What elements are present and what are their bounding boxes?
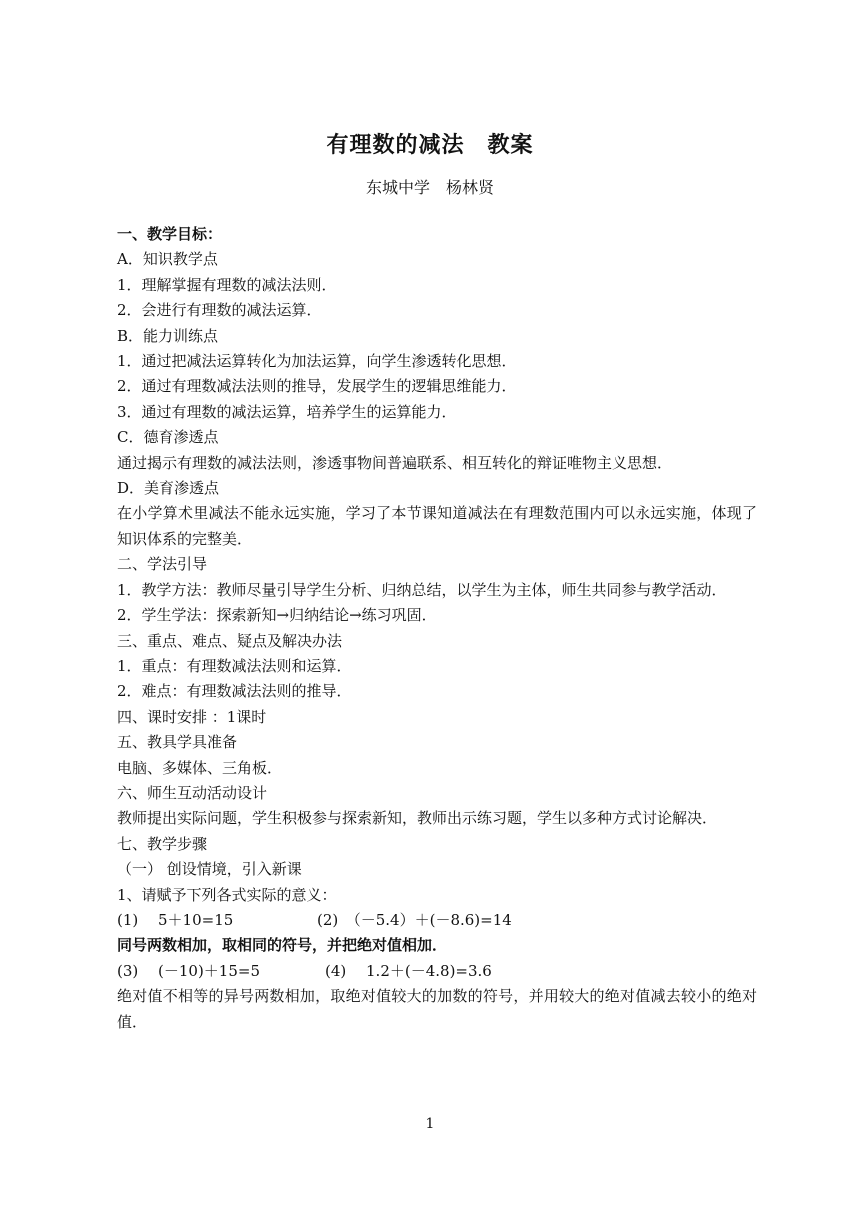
document-body — [117, 222, 757, 1035]
list-item: 2．学生学法：探索新知→归纳结论→练习巩固． — [117, 606, 437, 625]
subsection-moral: C．德育渗透点 — [117, 428, 219, 447]
page-number: 1 — [425, 1116, 435, 1132]
list-item: 1．重点：有理数减法法则和运算． — [117, 656, 352, 675]
list-item: 1．理解掌握有理数的减法法则． — [117, 275, 337, 294]
section-heading-materials: 五、教具学具准备 — [117, 733, 238, 752]
equation-row — [117, 908, 757, 933]
list-item: 2．会进行有理数的减法运算． — [117, 301, 322, 320]
section-heading-objectives: 一、教学目标： — [117, 225, 223, 243]
subsection-knowledge: A．知识教学点 — [117, 250, 218, 269]
document-author: 东城中学 杨林贤 — [365, 178, 494, 197]
equation-row — [117, 959, 757, 984]
section-heading-methods: 二、学法引导 — [117, 555, 208, 574]
section-heading-interaction: 六、师生互动活动设计 — [117, 783, 268, 802]
rule-statement: 同号两数相加，取相同的符号，并把绝对值相加． — [117, 936, 448, 955]
list-item: 2．难点：有理数减法法则的推导． — [117, 682, 352, 701]
step-heading: （一） 创设情境，引入新课 — [117, 860, 302, 879]
equation: (1) 5＋10=15 — [117, 910, 234, 929]
paragraph: 教师提出实际问题，学生积极参与探索新知，教师出示练习题，学生以多种方式讨论解决． — [117, 809, 718, 828]
paragraph: 通过揭示有理数的减法法则，渗透事物间普遍联系、相互转化的辩证唯物主义思想． — [117, 453, 673, 472]
paragraph: 在小学算术里减法不能永远实施，学习了本节课知道减法在有理数范围内可以永远实施，体现了知识体系的完整美． — [117, 504, 757, 548]
equation: (3) (－10)＋15=5 — [117, 961, 261, 980]
paragraph: 1、请赋予下列各式实际的意义： — [117, 885, 337, 904]
section-heading-steps: 七、教学步骤 — [117, 834, 208, 853]
subsection-ability: B．能力训练点 — [117, 326, 219, 345]
section-heading-schedule: 四、课时安排 ：1课时 — [117, 707, 267, 726]
list-item: 3．通过有理数的减法运算，培养学生的运算能力． — [117, 402, 457, 421]
document-title: 有理数的减法 教案 — [326, 132, 534, 158]
paragraph: 电脑、多媒体、三角板． — [117, 758, 283, 777]
rule-statement: 绝对值不相等的异号两数相加，取绝对值较大的加数的符号，并用较大的绝对值减去较小的绝对值． — [117, 987, 757, 1031]
list-item: 2．通过有理数减法法则的推导，发展学生的逻辑思维能力． — [117, 377, 517, 396]
section-heading-key-points: 三、重点、难点、疑点及解决办法 — [117, 631, 343, 650]
subsection-aesthetic: D．美育渗透点 — [117, 479, 220, 498]
list-item: 1．教学方法：教师尽量引导学生分析、归纳总结，以学生为主体，师生共同参与教学活动． — [117, 580, 727, 599]
equation: (4) 1.2＋(－4.8)=3.6 — [325, 961, 492, 980]
equation: (2) （－5.4）＋(－8.6)=14 — [317, 910, 512, 929]
list-item: 1．通过把减法运算转化为加法运算，向学生渗透转化思想． — [117, 352, 517, 371]
